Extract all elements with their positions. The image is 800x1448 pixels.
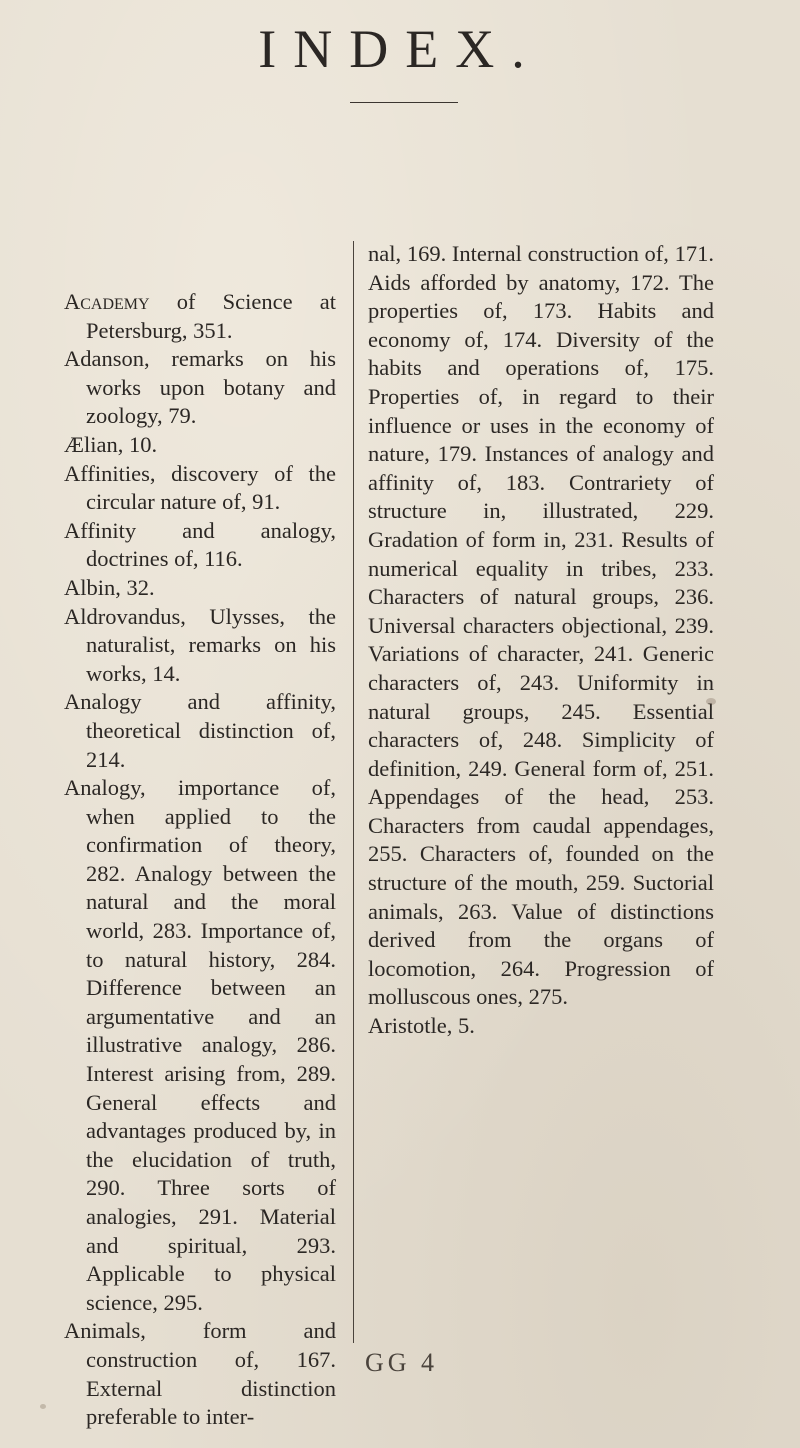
index-entry-affinity-analogy: Affinity and analogy, doctrines of, 116. <box>64 517 336 572</box>
index-entry-academy <box>64 288 336 345</box>
index-entry-albin: Albin, 32. <box>64 574 155 600</box>
right-column <box>368 240 714 1041</box>
paper-speck <box>706 698 716 705</box>
index-entry-analogy-affinity: Analogy and affinity, theoretical distinction of, 214. <box>64 689 336 772</box>
index-entry-animals-continued: nal, 169. Internal construction of, 171. Aids afforded by anatomy, 172. The properties of, 173. Habits and economy of, 174. Diversity of the habits and operations of, 175. Properties of, in regard to their influence or uses in the economy of nature, 179. Instances of analogy and affinity of, 183. Contrariety of structure in, illustrated, 229. Gradation of form in, 231. Results of numerical equality in tribes, 233. Characters of natural groups, 236. Universal characters objectional, 239. Variations of character, 241. Generic characters of, 243. Uniformity in natural groups, 245. Essential characters of, 248. Simplicity of definition, 249. General form of, 251. Appendages of the head, 253. Characters from caudal appendages, 255. Characters of, founded on the structure of the mouth, 259. Suctorial animals, 263. Value of distinctions derived from the organs of locomotion, 264. Progression of molluscous ones, 275. <box>368 241 714 1010</box>
page-title: INDEX. <box>258 19 542 79</box>
index-entry-affinities: Affinities, discovery of the circular nature of, 91. <box>64 460 336 515</box>
index-entry-aristotle: Aristotle, 5. <box>368 1013 475 1039</box>
entry-head: Academy <box>64 289 150 314</box>
index-entry-aelian: Ælian, 10. <box>64 431 158 457</box>
title-rule <box>350 102 458 103</box>
index-entry-adanson: Adanson, remarks on his works upon botany and zoology, 79. <box>64 346 336 429</box>
signature-mark: GG 4 <box>365 1348 439 1377</box>
left-column <box>64 288 336 1432</box>
entry-text: of Science at Petersburg, 351. <box>86 289 336 343</box>
index-entry-aldrovandus: Aldrovandus, Ulysses, the naturalist, remarks on his works, 14. <box>64 603 336 686</box>
column-divider <box>353 241 354 1343</box>
index-entry-animals: Animals, form and construction of, 167. External distinction preferable to inter- <box>64 1318 336 1430</box>
paper-speck <box>40 1404 46 1409</box>
index-entry-analogy-importance: Analogy, importance of, when applied to the confirmation of theory, 282. Analogy between the natural and the moral world, 283. Importance of, to natural history, 284. Difference between an argumentative and an illustrative analogy, 286. Interest arising from, 289. General effects and advantages produced by, in the elucidation of truth, 290. Three sorts of analogies, 291. Material and spiritual, 293. Applicable to physical science, 295. <box>64 775 336 1315</box>
